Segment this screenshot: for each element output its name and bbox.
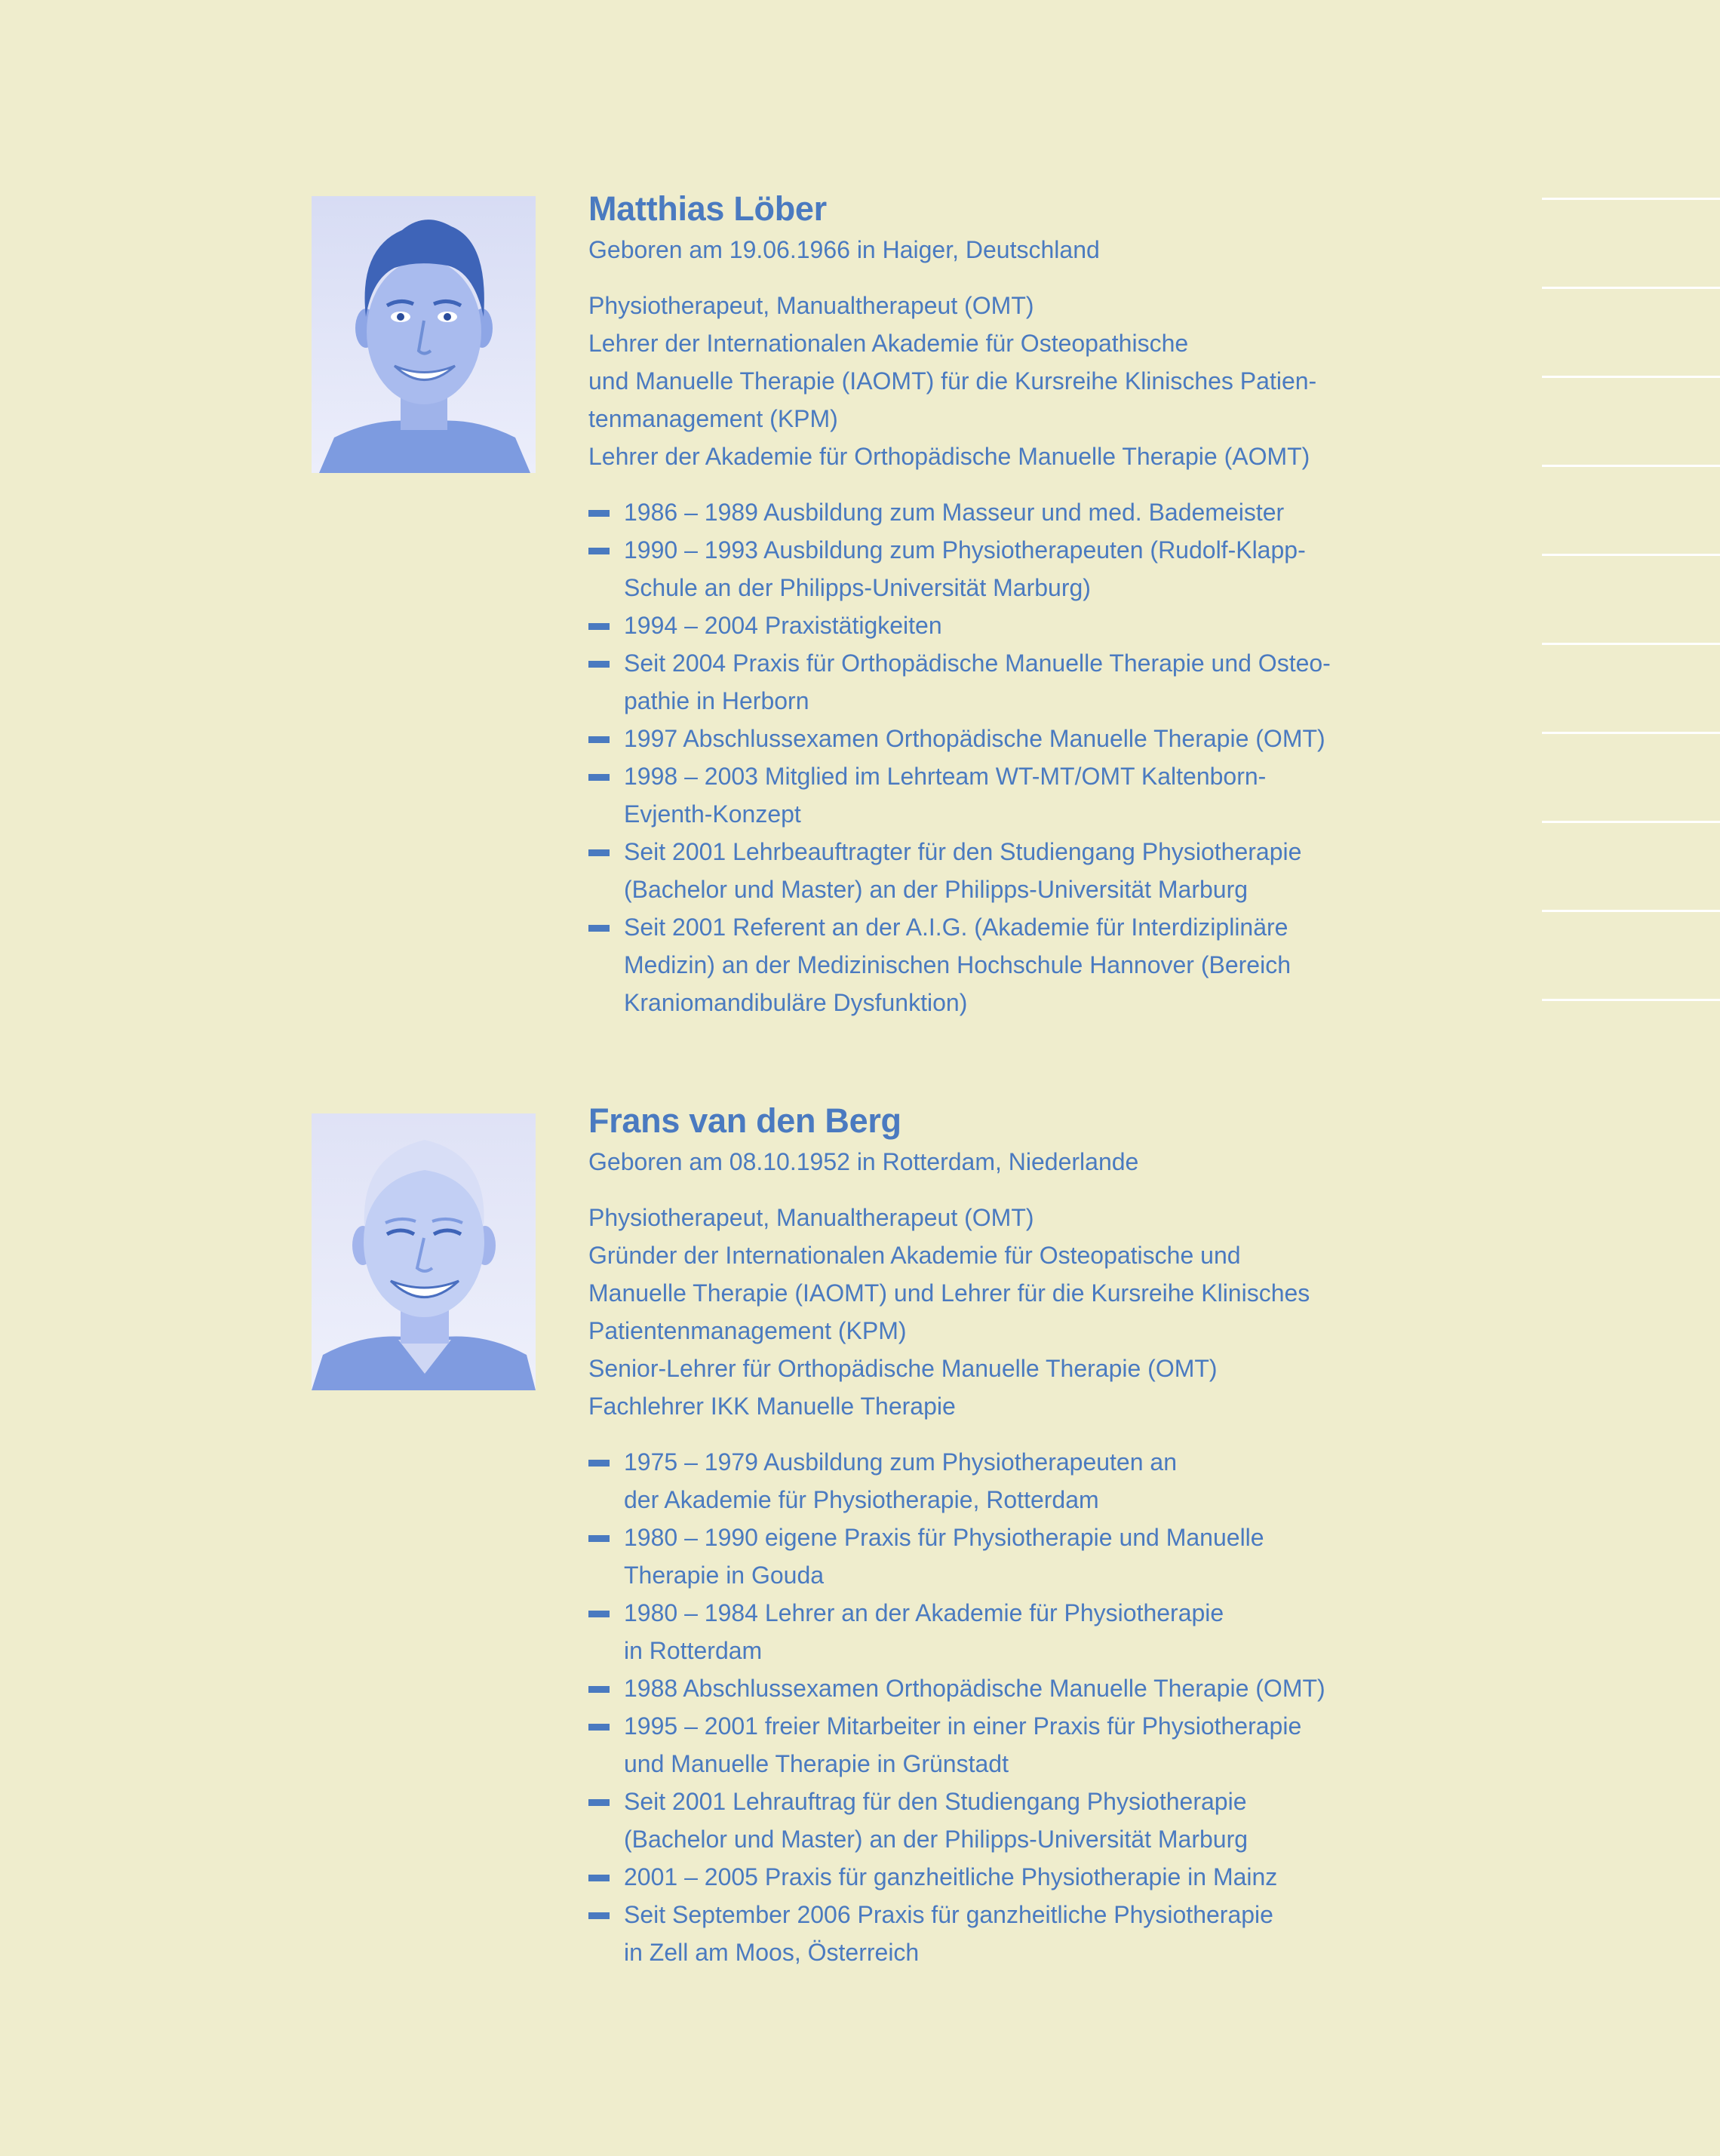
bullet-dash-icon: [588, 548, 610, 554]
role-line: Lehrer der Internationalen Akademie für Osteopathische: [588, 329, 1189, 357]
bullet-dash-icon: [588, 1460, 610, 1467]
bullet-dash-icon: [588, 774, 610, 781]
roles-block: [588, 287, 1358, 475]
career-item: Seit September 2006 Praxis für ganzheitliche Physiotherapie in Zell am Moos, Österreich: [588, 1896, 1358, 1971]
bullet-dash-icon: [588, 1686, 610, 1693]
margin-rule: [1542, 732, 1720, 734]
career-item: Seit 2001 Referent an der A.I.G. (Akademie für Interdiziplinäre Medizin) an der Medizinischen Hochschule Hannover (Bereich Kraniomandibuläre Dysfunktion): [588, 908, 1358, 1021]
margin-rule: [1542, 465, 1720, 467]
role-line: Manuelle Therapie (IAOMT) und Lehrer für die Kursreihe Klinisches: [588, 1279, 1310, 1307]
portrait-photo-frans-van-den-berg: [312, 1113, 536, 1390]
role-line: Physiotherapeut, Manualtherapeut (OMT): [588, 291, 1034, 319]
bullet-dash-icon: [588, 849, 610, 856]
career-list: [588, 1443, 1358, 1971]
career-item: 1988 Abschlussexamen Orthopädische Manuelle Therapie (OMT): [588, 1669, 1358, 1707]
person-name: Frans van den Berg: [588, 1101, 901, 1140]
career-item: 1997 Abschlussexamen Orthopädische Manuelle Therapie (OMT): [588, 720, 1358, 757]
role-line: Physiotherapeut, Manualtherapeut (OMT): [588, 1203, 1034, 1231]
role-line: Lehrer der Akademie für Orthopädische Manuelle Therapie (AOMT): [588, 442, 1310, 470]
margin-rule: [1542, 198, 1720, 200]
person-name: Matthias Löber: [588, 189, 827, 228]
bullet-dash-icon: [588, 736, 610, 743]
bullet-dash-icon: [588, 1535, 610, 1542]
bullet-dash-icon: [588, 510, 610, 517]
career-list: [588, 493, 1358, 1021]
margin-rule: [1542, 287, 1720, 289]
roles-block: [588, 1199, 1358, 1425]
career-item: Seit 2001 Lehrauftrag für den Studiengang Physiotherapie (Bachelor und Master) an der Philipps-Universität Marburg: [588, 1783, 1358, 1858]
career-item: 1998 – 2003 Mitglied im Lehrteam WT-MT/OMT Kaltenborn- Evjenth-Konzept: [588, 757, 1358, 833]
career-item: 1980 – 1990 eigene Praxis für Physiotherapie und Manuelle Therapie in Gouda: [588, 1519, 1358, 1594]
career-item: 2001 – 2005 Praxis für ganzheitliche Physiotherapie in Mainz: [588, 1858, 1358, 1896]
role-line: Patientenmanagement (KPM): [588, 1316, 907, 1344]
role-line: Fachlehrer IKK Manuelle Therapie: [588, 1392, 956, 1420]
bullet-dash-icon: [588, 925, 610, 932]
bio-matthias-loeber: [588, 190, 1358, 1021]
bullet-dash-icon: [588, 1875, 610, 1881]
role-line: und Manuelle Therapie (IAOMT) für die Kursreihe Klinisches Patien-: [588, 367, 1317, 395]
role-line: Senior-Lehrer für Orthopädische Manuelle Therapie (OMT): [588, 1354, 1218, 1382]
margin-rule: [1542, 376, 1720, 378]
career-item: 1990 – 1993 Ausbildung zum Physiotherapeuten (Rudolf-Klapp- Schule an der Philipps-Universität Marburg): [588, 531, 1358, 607]
margin-rule: [1542, 643, 1720, 645]
career-item: Seit 2001 Lehrbeauftragter für den Studiengang Physiotherapie (Bachelor und Master) an der Philipps-Universität Marburg: [588, 833, 1358, 908]
margin-rule: [1542, 821, 1720, 823]
margin-rule: [1542, 554, 1720, 556]
bullet-dash-icon: [588, 1912, 610, 1919]
margin-rule: [1542, 999, 1720, 1001]
career-item: Seit 2004 Praxis für Orthopädische Manuelle Therapie und Osteo- pathie in Herborn: [588, 644, 1358, 720]
bullet-dash-icon: [588, 1611, 610, 1617]
career-item: 1980 – 1984 Lehrer an der Akademie für Physiotherapie in Rotterdam: [588, 1594, 1358, 1669]
bullet-dash-icon: [588, 1799, 610, 1806]
bullet-dash-icon: [588, 661, 610, 668]
career-item: 1995 – 2001 freier Mitarbeiter in einer Praxis für Physiotherapie und Manuelle Therapie in Grünstadt: [588, 1707, 1358, 1783]
birth-info: Geboren am 08.10.1952 in Rotterdam, Niederlande: [588, 1147, 1139, 1175]
role-line: tenmanagement (KPM): [588, 404, 838, 432]
role-line: Gründer der Internationalen Akademie für Osteopatische und: [588, 1241, 1241, 1269]
margin-rule: [1542, 910, 1720, 912]
career-item: 1994 – 2004 Praxistätigkeiten: [588, 607, 1358, 644]
career-item: 1986 – 1989 Ausbildung zum Masseur und med. Bademeister: [588, 493, 1358, 531]
portrait-photo-matthias-loeber: [312, 196, 536, 473]
bullet-dash-icon: [588, 1724, 610, 1731]
career-item: 1975 – 1979 Ausbildung zum Physiotherapeuten an der Akademie für Physiotherapie, Rotterdam: [588, 1443, 1358, 1519]
bullet-dash-icon: [588, 623, 610, 630]
bio-frans-van-den-berg: [588, 1102, 1358, 1971]
birth-info: Geboren am 19.06.1966 in Haiger, Deutschland: [588, 235, 1100, 263]
